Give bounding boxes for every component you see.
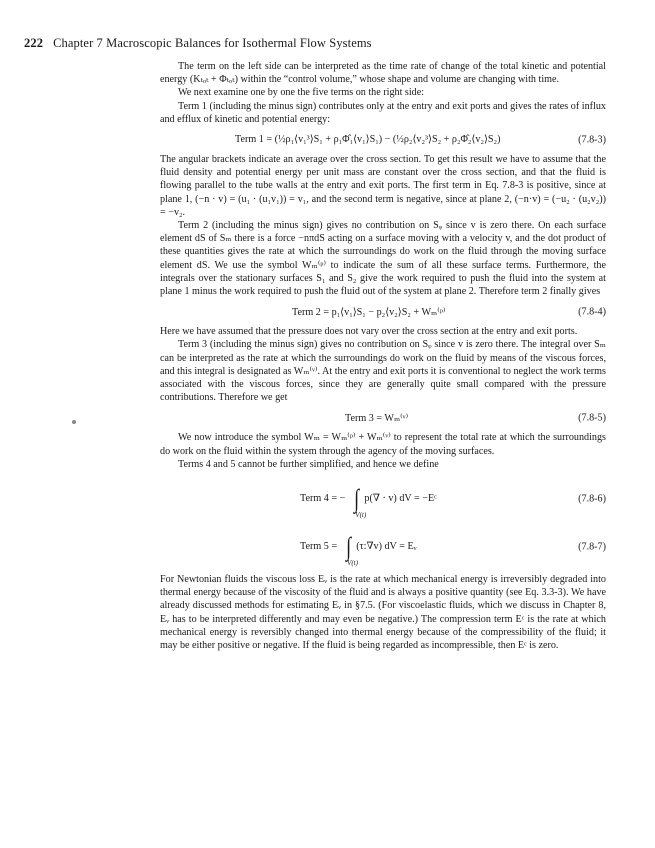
equation-7-8-4 [160,303,606,321]
paragraph: The term on the left side can be interpreted as the time rate of change of the total kinetic and potential energy (Kₜₒₜ + Φₜₒₜ) within the “control volume,” whose shape and volume are changing with time. [160,61,606,86]
equation-body [300,484,437,519]
paragraph: Terms 4 and 5 cannot be further simplified, and hence we define [178,458,439,470]
paragraph: Term 1 (including the minus sign) contributes only at the entry and exit ports and gives the rates of influx and efflux of kinetic and potential energy: [160,100,606,125]
paragraph: The angular brackets indicate an average over the cross section. To get this result we have to assume that the fluid density and potential energy per unit mass are constant over the cross section, and that the fluid is flowing parallel to the tube walls at the entry and exit ports. The first term in Eq. 7.8-3 is positive, since at plane 1, (−n · v) = (u₁ · (u₁v₁)) = v₁, and the second term is negative, since at plane 2, (−n·v) = (−u₂ · (u₂v₂)) = −v₂. [160,154,606,218]
running-head [24,36,372,51]
equation-label: Term 4 = − [300,493,346,505]
paragraph: Term 3 (including the minus sign) gives no contribution on Sᵩ since v is zero there. The integral over Sₘ can be interpreted as the rate at which the surroundings do work on the fluid by means of the viscous forces, and this integral is designated as Wₘ⁽ᵛ⁾. At the entry and exit ports it is conventional to neglect the work terms associated with the viscous forces, since they are generally quite small compared with the pressure contributions. Therefore we get [160,339,606,404]
paragraph: We now introduce the symbol Wₘ = Wₘ⁽ᵖ⁾ + Wₘ⁽ᵛ⁾ to represent the total rate at which the surroundings do work on the fluid within the system through the agency of the moving surfaces. [160,432,606,457]
equation-number: (7.8-5) [578,412,606,424]
equation-body [300,532,417,567]
paragraph: We next examine one by one the five terms on the right side: [178,87,425,99]
margin-mark [72,420,76,424]
equation-body: Term 2 = p₁⟨v₁⟩S₁ − p₂⟨v₂⟩S₂ + Wₘ⁽ᵖ⁾ [292,306,446,318]
equation-body: Term 3 = Wₘ⁽ᵛ⁾ [345,412,409,424]
integral-sign: ∫ V(t) [345,534,352,560]
integral-limit: V(t) [347,558,358,567]
equation-number: (7.8-3) [578,134,606,146]
paragraph: Term 2 (including the minus sign) gives no contribution on Sᵩ since v is zero there. On each surface element dS of Sₘ there is a force −nπdS acting on a surface moving with a velocity v, and the dot product of these quantities gives the rate at which the surroundings do work on the fluid through the moving surface element dS. We use the symbol Wₘ⁽ᵖ⁾ to indicate the sum of all these surface terms. Furthermore, the integrals over the stationary surfaces S₁ and S₂ give the work required to push the fluid into the system at plane 1 minus the work required to push the fluid out of the system at plane 2. Therefore term 2 finally gives [160,220,606,298]
equation-7-8-6 [160,477,606,521]
equation-integrand: p(∇ · v) dV = −Eᶜ [364,493,437,505]
equation-7-8-7 [160,525,606,569]
body-text [160,60,606,652]
paragraph: Here we have assumed that the pressure does not vary over the cross section at the entry and exit ports. [160,326,578,338]
equation-number: (7.8-7) [578,541,606,553]
page-number: 222 [24,36,44,50]
equation-number: (7.8-4) [578,306,606,318]
paragraph: For Newtonian fluids the viscous loss Eᵥ is the rate at which mechanical energy is irreversibly degraded into thermal energy because of the viscosity of the fluid and is always a positive quantity (see Eq. 3.3-3). We have already discussed methods for estimating Eᵥ in §7.5. (For viscoelastic fluids, which we discuss in Chapter 8, Eᵥ has to be interpreted differently and may even be negative.) The compression term Eᶜ is the rate at which mechanical energy is reversibly changed into thermal energy because of the compressibility of the fluid; it may be either positive or negative. If the fluid is being regarded as incompressible, then Eᶜ is zero. [160,574,606,652]
integral-sign: ∫ V(t) [353,486,360,512]
equation-7-8-3 [160,131,606,149]
running-title: Chapter 7 Macroscopic Balances for Isothermal Flow Systems [53,36,372,50]
equation-7-8-5 [160,409,606,427]
equation-integrand: (τ:∇v) dV = Eᵥ [356,541,417,553]
integral-limit: V(t) [355,510,367,519]
equation-body: Term 1 = (½ρ₁⟨v₁³⟩S₁ + ρ₁Φ̂₁⟨v₁⟩S₁) − (½ρ₂⟨v₂³⟩S₂ + ρ₂Φ̂₂⟨v₂⟩S₂) [235,134,501,146]
equation-number: (7.8-6) [578,493,606,505]
equation-label: Term 5 = [300,541,338,553]
